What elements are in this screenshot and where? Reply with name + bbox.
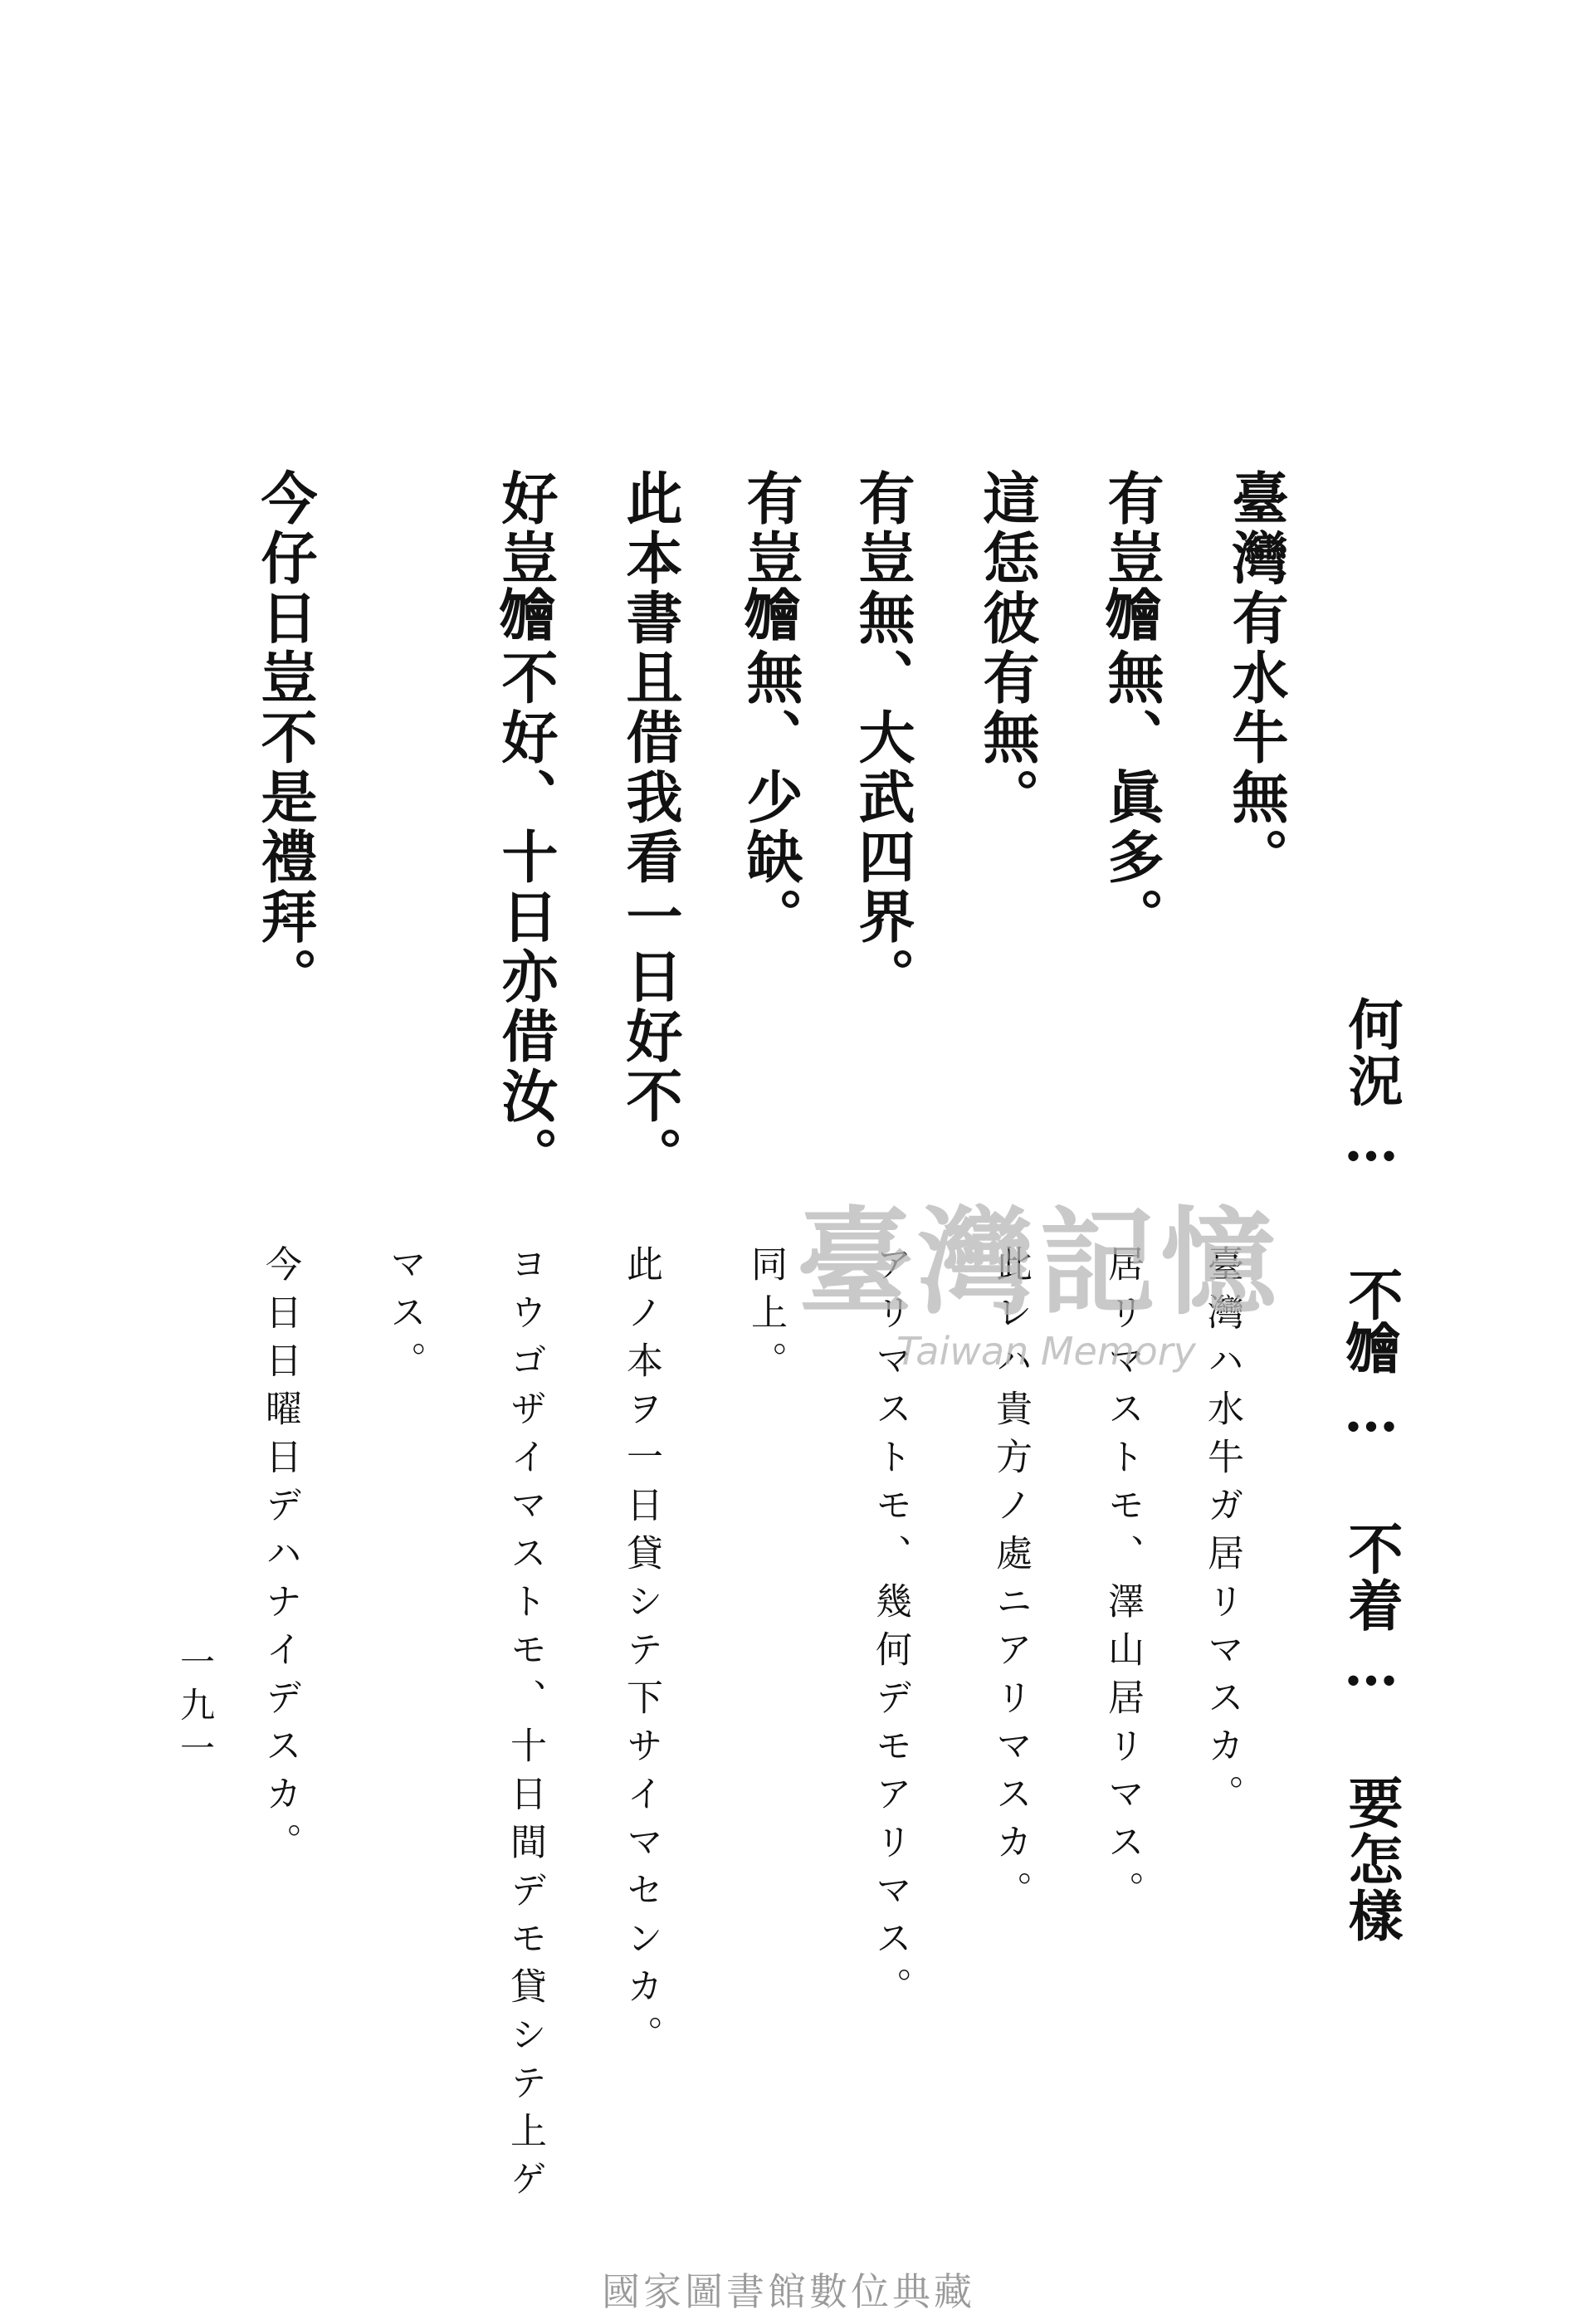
japanese-line-2: 居リマストモ、澤山居リマス。 (1101, 1245, 1144, 1919)
chinese-line-4: 有豈無、大武四界。 (849, 469, 915, 1007)
watermark-logo-text: 臺灣記憶 (797, 1195, 1282, 1331)
heading-item-1: 何況… (1339, 996, 1404, 1175)
chinese-line-3: 這恁彼有無。 (974, 469, 1040, 828)
japanese-line-1: 臺灣ハ水牛ガ居リマスカ。 (1201, 1245, 1243, 1823)
page-number: 一九一 (175, 1643, 216, 1773)
chinese-line-6: 此本書且借我看一日好不。 (617, 469, 683, 1186)
chinese-line-5: 有豈𣍐無、少缺。 (737, 469, 803, 947)
japanese-line-8: マス。 (383, 1245, 426, 1389)
heading-item-3: 不着… (1339, 1521, 1404, 1700)
japanese-line-3: 此レハ貴方ノ處ニアリマスカ。 (989, 1245, 1032, 1919)
japanese-line-6: 此ノ本ヲ一日貸シテ下サイマセンカ。 (620, 1245, 662, 2063)
heading-item-4: 要怎樣 (1339, 1775, 1404, 1944)
chinese-line-8: 今仔日豈不是禮拜。 (251, 469, 318, 1007)
japanese-line-7: ヨウゴザイマストモ、十日間デモ貸シテ上ゲ (504, 1245, 546, 2208)
japanese-line-5: 同上。 (745, 1245, 787, 1389)
watermark-subtitle: Taiwan Memory (896, 1329, 1196, 1374)
japanese-line-9: 今日日曜日デハナイデスカ。 (259, 1245, 301, 1871)
chinese-line-2: 有豈𣍐無、眞多。 (1098, 469, 1164, 947)
chinese-line-7: 好豈𣍐不好、十日亦借汝。 (492, 469, 559, 1186)
watermark (797, 1170, 1282, 1374)
japanese-line-4: アリマストモ、幾何デモアリマス。 (869, 1245, 911, 2015)
heading-item-2: 不𣍐… (1339, 1267, 1404, 1446)
chinese-line-1: 臺灣有水牛無。 (1223, 469, 1289, 887)
heading-column (1332, 996, 1411, 1944)
footer-credit: 國家圖書館數位典藏 (602, 2269, 975, 2314)
